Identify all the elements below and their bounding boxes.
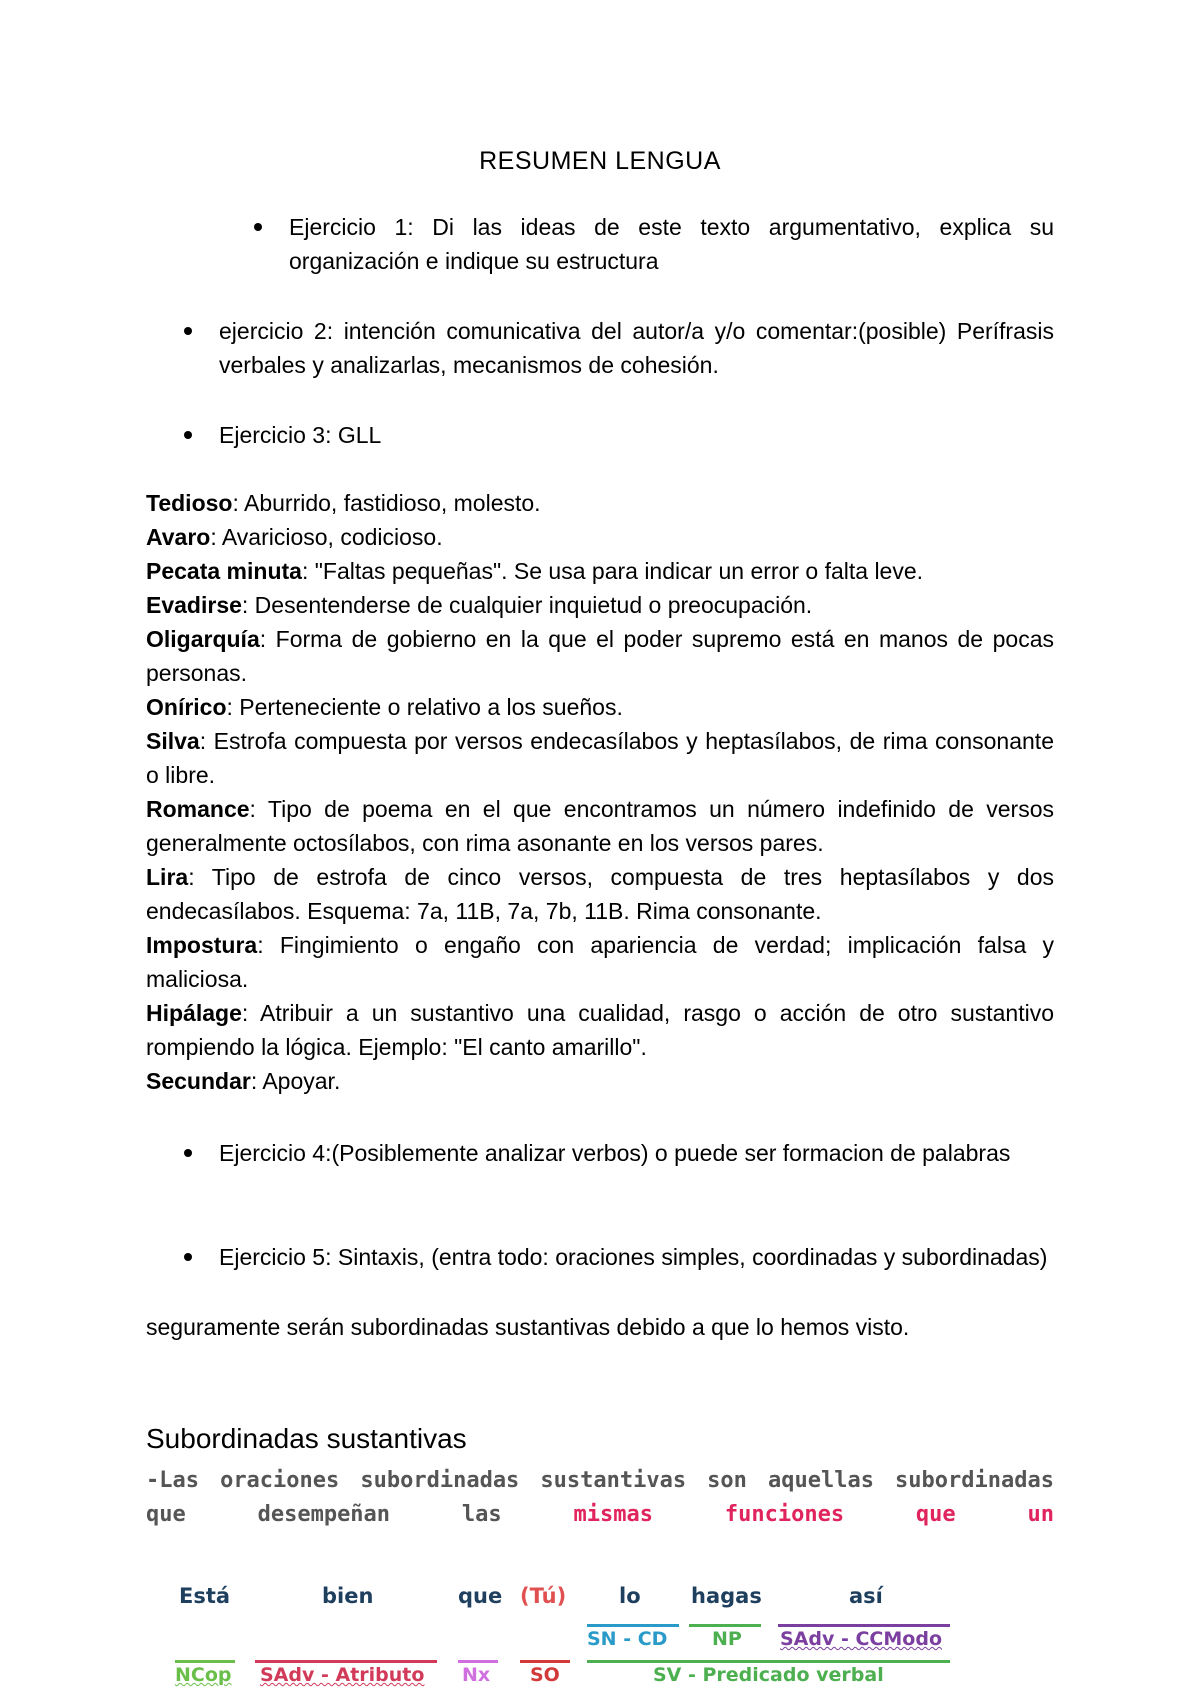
glossary-entry — [146, 996, 1054, 1064]
syntax-diagram — [175, 1580, 975, 1694]
diagram-word-hagas: hagas — [691, 1584, 762, 1608]
diagram-label-so: SO — [530, 1664, 560, 1686]
exercise-1-item — [254, 210, 1054, 278]
exercise-3-item — [184, 418, 1054, 452]
exercise-2-item — [184, 314, 1054, 382]
diagram-label-sadv-atr: SAdv - Atributo — [260, 1664, 425, 1686]
glossary-entry — [146, 928, 1054, 996]
glossary-definition: : Perteneciente o relativo a los sueños. — [226, 694, 623, 720]
glossary-entry — [146, 486, 1054, 520]
glossary-term: Oligarquía — [146, 626, 260, 652]
glossary-definition: : Apoyar. — [250, 1068, 341, 1094]
diagram-word-que: que — [458, 1584, 503, 1608]
diagram-word-asi: así — [849, 1584, 883, 1608]
glossary-term: Impostura — [146, 932, 258, 958]
bullet-icon — [254, 223, 262, 231]
diagram-underline-nx — [458, 1660, 498, 1663]
exercise-3-text: Ejercicio 3: GLL — [219, 422, 382, 448]
glossary-definition: : Avaricioso, codicioso. — [210, 524, 443, 550]
exercise-4-text: Ejercicio 4:(Posiblemente analizar verbos) o puede ser formacion de palabras — [219, 1140, 1011, 1166]
note-text: seguramente serán subordinadas sustantivas debido a que lo hemos visto. — [146, 1314, 910, 1340]
diagram-word-esta: Está — [179, 1584, 231, 1608]
section-body — [146, 1464, 1054, 1532]
diagram-label-np: NP — [712, 1628, 742, 1650]
glossary-term: Tedioso — [146, 490, 233, 516]
exercise-1-text: Ejercicio 1: Di las ideas de este texto argumentativo, explica su organización e indique su estructura — [289, 214, 1054, 274]
diagram-label-sncd: SN - CD — [587, 1628, 668, 1650]
section-heading: Subordinadas sustantivas — [146, 1423, 467, 1454]
glossary-definition: : Aburrido, fastidioso, molesto. — [232, 490, 541, 516]
glossary-entry — [146, 690, 1054, 724]
bullet-icon — [184, 1149, 192, 1157]
glossary-definition: : Desentenderse de cualquier inquietud o preocupación. — [241, 592, 813, 618]
diagram-underline-sadv-cc — [778, 1624, 950, 1627]
diagram-underline-ncop — [175, 1660, 235, 1663]
glossary-term: Silva — [146, 728, 200, 754]
diagram-label-sadv-cc: SAdv - CCModo — [780, 1628, 942, 1650]
glossary-entry — [146, 1064, 1054, 1098]
glossary-entry — [146, 724, 1054, 792]
diagram-underline-sv — [587, 1660, 950, 1663]
glossary-entry — [146, 588, 1054, 622]
diagram-label-sv: SV - Predicado verbal — [653, 1664, 884, 1686]
glossary-definition: : Forma de gobierno en la que el poder supremo está en manos de pocas personas. — [146, 626, 1054, 686]
glossary-definition: : Estrofa compuesta por versos endecasílabos y heptasílabos, de rima consonante o libre. — [146, 728, 1054, 788]
glossary-entry — [146, 520, 1054, 554]
exercise-5-item — [184, 1240, 1054, 1274]
glossary-definition: : Atribuir a un sustantivo una cualidad, rasgo o acción de otro sustantivo rompiendo la lógica. Ejemplo: "El canto amarillo". — [146, 1000, 1054, 1060]
exercise-4-item — [184, 1136, 1054, 1170]
glossary-term: Lira — [146, 864, 189, 890]
bullet-icon — [184, 327, 192, 335]
glossary-entry — [146, 622, 1054, 690]
section-body-text: -Las oraciones subordinadas sustantivas son aquellas subordinadas que desempeñan las — [146, 1468, 1054, 1527]
page-title: RESUMEN LENGUA — [479, 147, 721, 175]
glossary-term: Evadirse — [146, 592, 242, 618]
diagram-label-ncop: NCop — [175, 1664, 232, 1686]
glossary-definition: : Tipo de estrofa de cinco versos, compuesta de tres heptasílabos y dos endecasílabos. Esquema: 7a, 11B, 7a, 7b, 11B. Rima consonante. — [146, 864, 1054, 924]
glossary-definition: : Fingimiento o engaño con apariencia de verdad; implicación falsa y maliciosa. — [146, 932, 1054, 992]
diagram-underline-sncd — [587, 1624, 679, 1627]
glossary-entry — [146, 792, 1054, 860]
diagram-word-tu: (Tú) — [520, 1584, 567, 1608]
diagram-underline-sadv-atr — [255, 1660, 437, 1663]
glossary-definition: : Tipo de poema en el que encontramos un número indefinido de versos generalmente octosílabos, con rima asonante en los versos pares. — [146, 796, 1054, 856]
diagram-underline-so — [520, 1660, 570, 1663]
glossary-definition: : "Faltas pequeñas". Se usa para indicar un error o falta leve. — [301, 558, 924, 584]
glossary-term: Secundar — [146, 1068, 251, 1094]
section-body-highlight: mismas funciones que un — [573, 1502, 1055, 1527]
bullet-icon — [184, 1253, 192, 1261]
glossary-term: Romance — [146, 796, 250, 822]
glossary — [146, 486, 1054, 1098]
bullet-icon — [184, 431, 192, 439]
diagram-word-bien: bien — [322, 1584, 374, 1608]
diagram-word-lo: lo — [619, 1584, 641, 1608]
glossary-term: Avaro — [146, 524, 211, 550]
glossary-term: Hipálage — [146, 1000, 242, 1026]
glossary-entry — [146, 554, 1054, 588]
glossary-term: Pecata minuta — [146, 558, 302, 584]
exercise-5-text: Ejercicio 5: Sintaxis, (entra todo: oraciones simples, coordinadas y subordinadas) — [219, 1244, 1048, 1270]
glossary-term: Onírico — [146, 694, 227, 720]
glossary-entry — [146, 860, 1054, 928]
diagram-label-nx: Nx — [462, 1664, 491, 1686]
exercise-2-text: ejercicio 2: intención comunicativa del autor/a y/o comentar:(posible) Perífrasis verbales y analizarlas, mecanismos de cohesión. — [219, 318, 1054, 378]
diagram-underline-np — [689, 1624, 761, 1627]
